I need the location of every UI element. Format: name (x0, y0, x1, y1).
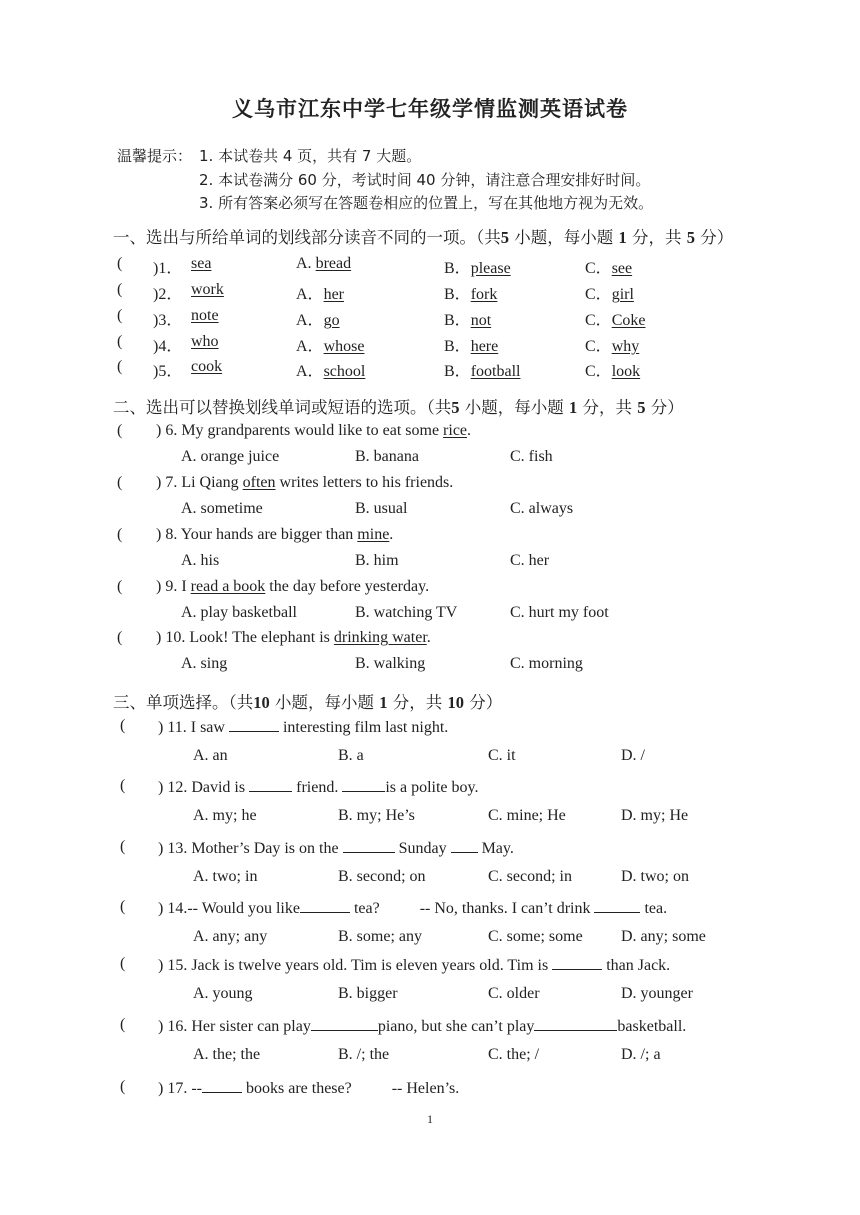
option-a: A. the; the (193, 1046, 261, 1063)
text: B． (444, 312, 471, 329)
option-b: B. usual (355, 500, 408, 517)
question-text (158, 955, 670, 975)
answer-paren: ( (117, 255, 123, 272)
question-text (158, 717, 448, 737)
text: . (426, 629, 431, 646)
text: ) 8. Your hands are bigger than (156, 526, 358, 543)
option-a: A. my; he (193, 807, 257, 824)
underlined-text: why (611, 338, 640, 355)
text: -- Helen’s. (391, 1080, 460, 1097)
text: B． (444, 338, 471, 355)
option-a: A. two; in (193, 868, 258, 885)
answer-blank[interactable] (552, 955, 602, 970)
question-number: )2． (153, 286, 183, 303)
underlined-text: note (191, 307, 219, 324)
option-a: A. his (181, 552, 220, 569)
text: the day before yesterday. (265, 578, 430, 595)
section-2-heading: 二、选出可以替换划线单词或短语的选项。（共5 小题，每小题 1 分，共 5 分） (113, 398, 684, 417)
option-b: B. /; the (338, 1046, 390, 1063)
option-a: A. play basketball (181, 604, 297, 621)
answer-paren: ( (117, 358, 123, 375)
option-b: B. banana (355, 448, 419, 465)
underlined-text: girl (611, 286, 634, 303)
answer-blank[interactable] (343, 838, 395, 853)
option-d: D. my; He (621, 807, 689, 824)
text: Sunday (394, 840, 451, 857)
text: . (389, 526, 394, 543)
underlined-text: often (242, 474, 276, 491)
answer-paren: ( (117, 629, 123, 646)
question-text (158, 1078, 459, 1098)
answer-paren: ( (117, 307, 123, 324)
underlined-text: cook (191, 358, 223, 375)
option-b (444, 333, 498, 356)
option-a: A. young (193, 985, 253, 1002)
option-d: D. any; some (621, 928, 706, 945)
question-number: )1． (153, 260, 183, 277)
answer-blank[interactable] (342, 777, 385, 792)
option-b: B. some; any (338, 928, 422, 945)
option-b: B. my; He’s (338, 807, 415, 824)
option-c: C. mine; He (488, 807, 566, 824)
text: ) 17. -- (158, 1080, 202, 1097)
text: ) 7. Li Qiang (156, 474, 243, 491)
question-text (156, 422, 471, 440)
underlined-text: school (323, 363, 366, 380)
text: A． (296, 363, 324, 380)
text: ) 6. My grandparents would like to eat some (156, 422, 444, 439)
answer-blank[interactable] (594, 898, 640, 913)
answer-paren: ( (120, 955, 126, 972)
text: tea. (640, 900, 668, 917)
text: ) 11. I saw (158, 719, 229, 736)
text: ) 12. David is (158, 779, 250, 796)
text: friend. (292, 779, 343, 796)
page-number: 1 (427, 1112, 433, 1126)
option-a (296, 281, 344, 304)
text: books are these? (241, 1080, 352, 1097)
question-text (158, 898, 667, 918)
option-c (585, 307, 645, 330)
answer-blank[interactable] (311, 1016, 378, 1031)
underlined-text: mine (357, 526, 390, 543)
underlined-text: bread (315, 255, 352, 272)
option-b: B. bigger (338, 985, 398, 1002)
option-c: C. it (488, 747, 516, 764)
text: B． (444, 286, 471, 303)
option-c (585, 281, 634, 304)
option-b: B. him (355, 552, 399, 569)
option-a: A. sing (181, 655, 228, 672)
answer-paren: ( (117, 333, 123, 350)
question-number: )4． (153, 338, 183, 355)
option-c (585, 333, 639, 356)
option-c: C. the; / (488, 1046, 540, 1063)
answer-paren: ( (117, 422, 123, 439)
text: A． (296, 338, 324, 355)
underlined-text: fork (470, 286, 498, 303)
option-a: A. orange juice (181, 448, 280, 465)
question-text (158, 838, 514, 858)
text: A． (296, 286, 324, 303)
text: ) 13. Mother’s Day is on the (158, 840, 343, 857)
option-c: C. some; some (488, 928, 583, 945)
text: B． (444, 260, 471, 277)
answer-paren: ( (117, 526, 123, 543)
underlined-text: please (470, 260, 511, 277)
given-word (191, 358, 222, 376)
option-b: B. a (338, 747, 364, 764)
option-c: C. older (488, 985, 540, 1002)
option-b: B. watching TV (355, 604, 458, 621)
underlined-text: football (470, 363, 521, 380)
underlined-text: see (611, 260, 633, 277)
underlined-text: drinking water (333, 629, 427, 646)
option-d: D. younger (621, 985, 693, 1002)
option-a (296, 307, 340, 330)
text: C． (585, 260, 612, 277)
text: writes letters to his friends. (275, 474, 454, 491)
text: ) 15. Jack is twelve years old. Tim is eleven years old. Tim is (158, 957, 553, 974)
answer-blank[interactable] (534, 1016, 617, 1031)
tip-line-1: 1. 本试卷共 4 页，共有 7 大题。 (199, 147, 422, 165)
text: is a polite boy. (385, 779, 479, 796)
answer-paren: ( (120, 898, 126, 915)
underlined-text: look (611, 363, 641, 380)
underlined-text: sea (191, 255, 212, 272)
option-c: C. morning (510, 655, 583, 672)
underlined-text: not (470, 312, 492, 329)
answer-blank[interactable] (202, 1078, 242, 1093)
option-b: B. second; on (338, 868, 426, 885)
option-c: C. second; in (488, 868, 572, 885)
text: -- No, thanks. I can’t drink (419, 900, 595, 917)
answer-paren: ( (120, 717, 126, 734)
given-word (191, 333, 219, 351)
option-c: C. her (510, 552, 550, 569)
text: B． (444, 363, 471, 380)
tip-line-3: 3. 所有答案必须写在答题卷相应的位置上，写在其他地方视为无效。 (199, 194, 654, 212)
option-a (296, 333, 364, 356)
tips-label: 温馨提示： (117, 147, 193, 165)
text: C． (585, 363, 612, 380)
text: piano, but she can’t play (377, 1018, 535, 1035)
text: C． (585, 338, 612, 355)
text: ) 16. Her sister can play (158, 1018, 311, 1035)
page-title: 义乌市江东中学七年级学情监测英语试卷 (232, 96, 628, 121)
question-text (156, 474, 453, 492)
given-word (191, 307, 219, 325)
answer-blank[interactable] (249, 777, 292, 792)
option-c (585, 358, 640, 381)
answer-paren: ( (117, 281, 123, 298)
given-word (191, 281, 224, 299)
question-number: )5． (153, 363, 183, 380)
underlined-text: go (323, 312, 340, 329)
given-word (191, 255, 211, 273)
answer-paren: ( (120, 1078, 126, 1095)
text: C． (585, 286, 612, 303)
text: ) 9. I (156, 578, 191, 595)
underlined-text: her (323, 286, 344, 303)
option-b (444, 307, 491, 330)
question-text (156, 629, 431, 647)
text: ) 10. Look! The elephant is (156, 629, 334, 646)
option-b: B. walking (355, 655, 426, 672)
text: . (467, 422, 472, 439)
option-b (444, 255, 511, 278)
option-d: D. two; on (621, 868, 689, 885)
answer-blank[interactable] (300, 898, 350, 913)
text: C． (585, 312, 612, 329)
answer-paren: ( (120, 838, 126, 855)
underlined-text: who (191, 333, 219, 350)
underlined-text: read a book (190, 578, 266, 595)
underlined-text: whose (323, 338, 365, 355)
answer-blank[interactable] (451, 838, 478, 853)
option-b (444, 281, 497, 304)
answer-blank[interactable] (229, 717, 279, 732)
text: tea? (349, 900, 380, 917)
text: May. (477, 840, 514, 857)
text: A. (296, 255, 316, 272)
option-a: A. sometime (181, 500, 263, 517)
option-c: C. fish (510, 448, 553, 465)
underlined-text: Coke (611, 312, 646, 329)
text: A． (296, 312, 324, 329)
option-a: A. any; any (193, 928, 268, 945)
text: basketball. (617, 1018, 687, 1035)
answer-paren: ( (117, 474, 123, 491)
answer-paren: ( (120, 1016, 126, 1033)
text: ) 14.-- Would you like (158, 900, 300, 917)
text: than Jack. (602, 957, 671, 974)
option-d: D. /; a (621, 1046, 661, 1063)
answer-paren: ( (117, 578, 123, 595)
option-c: C. always (510, 500, 574, 517)
answer-paren: ( (120, 777, 126, 794)
question-text (158, 1016, 686, 1036)
underlined-text: rice (443, 422, 468, 439)
option-d: D. / (621, 747, 645, 764)
underlined-text: work (191, 281, 224, 298)
section-3-heading: 三、单项选择。（共10 小题，每小题 1 分，共 10 分） (113, 693, 503, 712)
tip-line-2: 2. 本试卷满分 60 分，考试时间 40 分钟，请注意合理安排好时间。 (199, 171, 651, 189)
option-b (444, 358, 520, 381)
section-1-heading: 一、选出与所给单词的划线部分读音不同的一项。（共5 小题，每小题 1 分，共 5 分） (113, 228, 734, 247)
question-number: )3． (153, 312, 183, 329)
option-c: C. hurt my foot (510, 604, 609, 621)
option-a (296, 358, 365, 381)
option-a: A. an (193, 747, 228, 764)
question-text (156, 526, 393, 544)
option-a (296, 255, 351, 273)
question-text (158, 777, 478, 797)
option-c (585, 255, 632, 278)
underlined-text: here (470, 338, 499, 355)
question-text (156, 578, 429, 596)
text: interesting film last night. (278, 719, 449, 736)
